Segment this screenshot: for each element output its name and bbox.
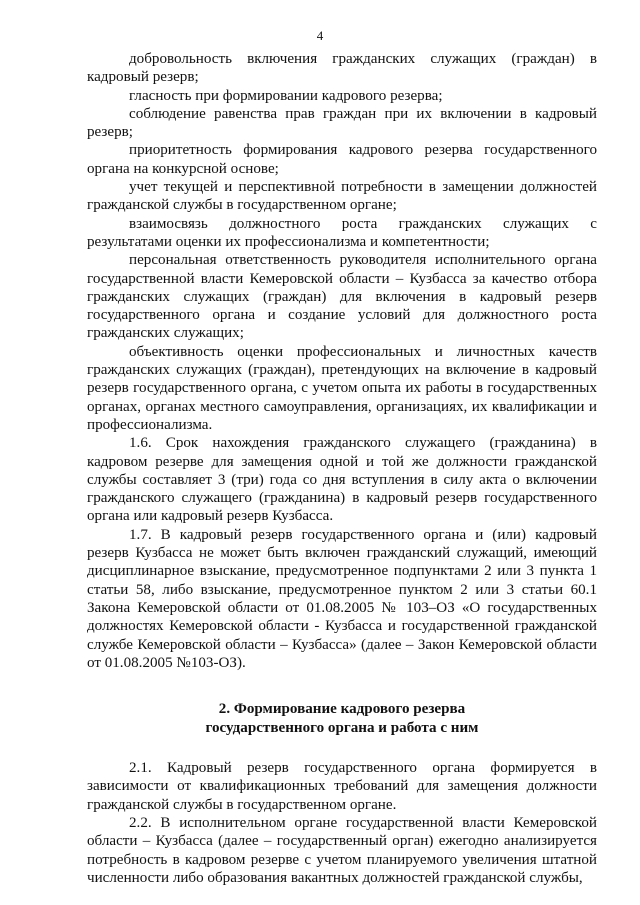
paragraph: гласность при формировании кадрового резерва;: [129, 87, 443, 104]
paragraph: соблюдение равенства прав граждан при их включении в кадровый резерв;: [87, 105, 597, 141]
paragraph: объективность оценки профессиональных и личностных качеств гражданских служащих (граждан), претендующих на включение в кадровый резерв государственного органа, с учетом опыта их работы в государственных органах, органах местного самоуправления, организациях, их квалификации и профессионализма.: [87, 343, 597, 433]
paragraph: добровольность включения гражданских служащих (граждан) в кадровый резерв;: [87, 51, 597, 86]
paragraph: взаимосвязь должностного роста гражданских служащих с результатами оценки их профессионализма и компетентности;: [87, 215, 597, 250]
paragraph: учет текущей и перспективной потребности в замещении должностей гражданской службы в государственном органе;: [87, 179, 597, 214]
paragraph-2-2: 2.2. В исполнительном органе государственной власти Кемеровской области – Кузбасса (далее – государственный орган) ежегодно анализируется потребность в кадровом резерве с учетом планируемого увеличения штатной численности либо образования вакантных должностей гражданской службы,: [87, 814, 597, 886]
paragraph-1-6: 1.6. Срок нахождения гражданского служащего (гражданина) в кадровом резерве для замещения одной и той же должности гражданской службы составляет 3 (три) года со дня вступления в силу акта о включении гражданского служащего (гражданина) в кадровый резерв государственного органа или кадровый резерв Кузбасса.: [87, 435, 597, 525]
paragraph: приоритетность формирования кадрового резерва государственного органа на конкурсной основе;: [87, 142, 597, 177]
section-heading: [87, 700, 597, 737]
section-heading-line-1: 2. Формирование кадрового резерва: [218, 701, 466, 718]
paragraph: персональная ответственность руководителя исполнительного органа государственной власти Кемеровской области – Кузбасса за качество отбора гражданских служащих (граждан) для включения в кадровый резерв государственного органа и создание условий для должностного роста гражданских служащих;: [87, 252, 597, 342]
paragraph-2-1: 2.1. Кадровый резерв государственного органа формируется в зависимости от квалификационных требований для замещения должности гражданской службы в государственном органе.: [87, 760, 597, 813]
page-number: 4: [316, 28, 324, 43]
section-heading-line-2: государственного органа и работа с ним: [205, 719, 479, 736]
document-body: [87, 50, 597, 887]
paragraph-1-7: 1.7. В кадровый резерв государственного органа и (или) кадровый резерв Кузбасса не может быть включен гражданский служащий, имеющий дисциплинарное взыскание, предусмотренное подпунктами 2 или 3 пункта 1 статьи 58, либо взыскание, предусмотренное пунктом 2 или 3 статьи 60.1 Закона Кемеровской области от 01.08.2005 № 103–ОЗ «О государственных должностях Кемеровской области - Кузбасса и государственной гражданской службе Кемеровской области – Кузбасса» (далее – Закон Кемеровской области от 01.08.2005 №103-ОЗ).: [87, 526, 597, 671]
